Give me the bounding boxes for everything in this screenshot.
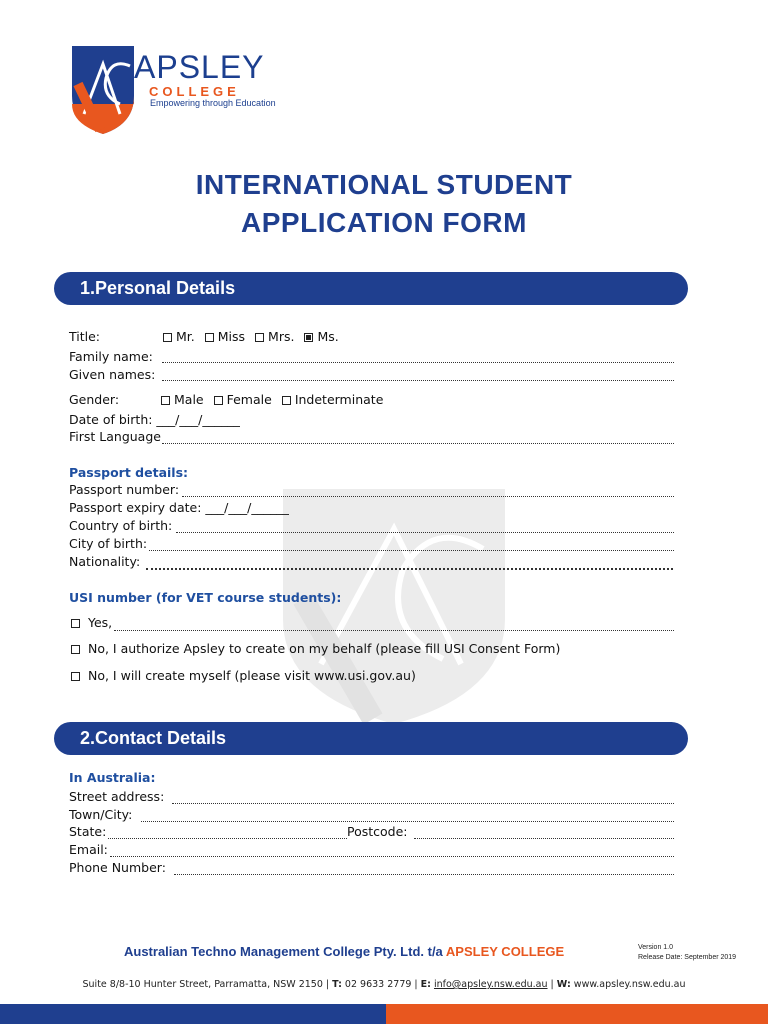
section-personal-details-banner: 1.Personal Details: [54, 272, 688, 305]
footer-bar-blue: [0, 1004, 386, 1024]
given-names-field[interactable]: [162, 380, 674, 381]
nationality-label: Nationality:: [69, 554, 141, 569]
checkbox-icon[interactable]: [205, 333, 214, 342]
logo-wordmark: APSLEY: [134, 49, 265, 85]
usi-heading: USI number (for VET course students):: [69, 590, 342, 605]
page-title-line1: INTERNATIONAL STUDENT: [195, 169, 573, 200]
usi-number-field[interactable]: [114, 630, 674, 631]
phone-number-field[interactable]: [174, 874, 674, 875]
gender-option-indeterminate[interactable]: Indeterminate: [282, 394, 384, 407]
checkbox-icon[interactable]: [71, 619, 80, 628]
nationality-field[interactable]: [146, 568, 673, 570]
gender-options: [161, 394, 393, 407]
footer-web-link[interactable]: www.apsley.nsw.edu.au: [570, 979, 686, 990]
given-names-label: Given names:: [69, 367, 156, 382]
street-address-field[interactable]: [172, 803, 674, 804]
gender-option-male[interactable]: Male: [161, 394, 204, 407]
section-contact-details-banner: 2.Contact Details: [54, 722, 688, 755]
watermark-emblem: [283, 489, 505, 724]
logo-subtitle: COLLEGE: [149, 84, 240, 99]
usi-authorize-option[interactable]: No, I authorize Apsley to create on my behalf (please fill USI Consent Form): [71, 643, 560, 656]
checkbox-icon[interactable]: [214, 396, 223, 405]
passport-details-heading: Passport details:: [69, 465, 189, 480]
city-of-birth-label: City of birth:: [69, 536, 148, 551]
checkbox-icon[interactable]: [71, 672, 80, 681]
title-option-mr[interactable]: Mr.: [163, 331, 195, 344]
email-field[interactable]: [110, 856, 674, 857]
family-name-field[interactable]: [162, 362, 674, 363]
page-title-line2: APPLICATION FORM: [241, 207, 527, 238]
usi-yes-option[interactable]: Yes,: [71, 617, 112, 630]
phone-number-label: Phone Number:: [69, 860, 166, 875]
postcode-label: Postcode:: [347, 824, 408, 839]
checkbox-icon[interactable]: [161, 396, 170, 405]
title-option-mrs[interactable]: Mrs.: [255, 331, 294, 344]
version-info: [638, 943, 736, 963]
title-options: [163, 331, 349, 344]
footer-company-name: Australian Techno Management College Pty. Ltd. t/a APSLEY COLLEGE: [124, 944, 565, 959]
checkbox-icon[interactable]: [282, 396, 291, 405]
footer-bar-orange: [386, 1004, 768, 1024]
passport-expiry-field[interactable]: Passport expiry date: ___/___/______: [69, 500, 289, 515]
checkbox-icon[interactable]: [255, 333, 264, 342]
passport-number-field[interactable]: [182, 496, 674, 497]
family-name-label: Family name:: [69, 349, 153, 364]
checkbox-icon[interactable]: [71, 645, 80, 654]
footer-address: Suite 8/8-10 Hunter Street, Parramatta, NSW 2150 | T: 02 9633 2779 | E: info@apsley.nsw.edu.au | W: www.apsley.nsw.edu.au: [82, 979, 686, 990]
date-of-birth-field[interactable]: Date of birth: ___/___/______: [69, 412, 240, 427]
title-option-ms[interactable]: Ms.: [304, 331, 338, 344]
passport-number-label: Passport number:: [69, 482, 180, 497]
town-city-field[interactable]: [141, 821, 674, 822]
title-label: Title:: [69, 329, 100, 344]
email-label: Email:: [69, 842, 108, 857]
footer-email-link[interactable]: info@apsley.nsw.edu.au: [433, 979, 548, 990]
first-language-field[interactable]: [162, 443, 674, 444]
version-number: Version 1.0: [638, 944, 674, 951]
apsley-logo-emblem: [70, 44, 140, 136]
street-address-label: Street address:: [69, 789, 165, 804]
title-option-miss[interactable]: Miss: [205, 331, 245, 344]
country-of-birth-label: Country of birth:: [69, 518, 173, 533]
country-of-birth-field[interactable]: [176, 532, 674, 533]
footer-brand: APSLEY COLLEGE: [445, 944, 565, 959]
city-of-birth-field[interactable]: [149, 550, 674, 551]
town-city-label: Town/City:: [69, 807, 133, 822]
state-field[interactable]: [108, 838, 347, 839]
first-language-label: First Language: [69, 429, 161, 444]
gender-option-female[interactable]: Female: [214, 394, 272, 407]
checked-checkbox-icon[interactable]: [304, 333, 313, 342]
usi-self-option[interactable]: No, I will create myself (please visit www.usi.gov.au): [71, 670, 416, 683]
checkbox-icon[interactable]: [163, 333, 172, 342]
logo-tagline: Empowering through Education: [150, 98, 276, 108]
gender-label: Gender:: [69, 392, 120, 407]
in-australia-heading: In Australia:: [69, 770, 156, 785]
postcode-field[interactable]: [414, 838, 674, 839]
state-label: State:: [69, 824, 107, 839]
release-date: Release Date: September 2019: [638, 954, 737, 961]
